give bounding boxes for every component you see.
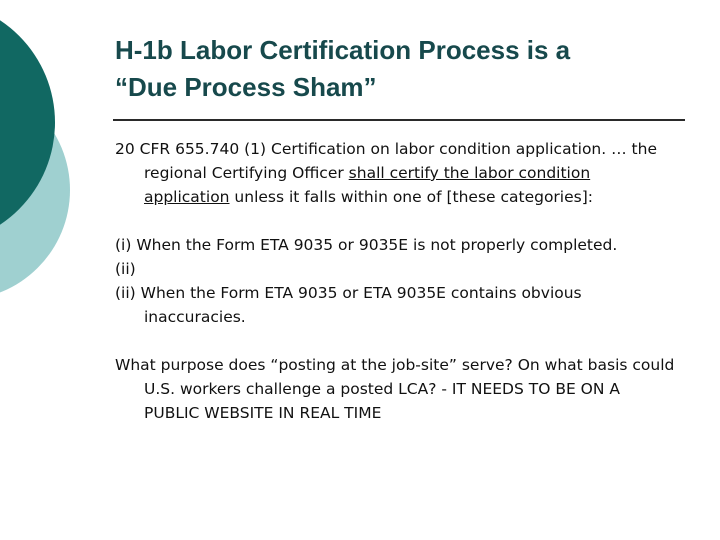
spacer (115, 329, 680, 353)
question-paragraph: What purpose does “posting at the job-site” serve? On what basis could U.S. workers challenge a posted LCA? - IT NEEDS TO BE ON A PUBLIC WEBSITE IN REAL TIME (115, 356, 675, 422)
list-item: (ii) (115, 260, 136, 278)
citation-lead: 20 CFR 655.740 (1) Certification on labor condition application. … the regional Certifying Officer (115, 140, 657, 182)
citation-tail: unless it falls within one of [these categories]: (229, 188, 593, 206)
title-divider (113, 119, 685, 121)
citation-underlined: shall certify the labor condition application (144, 164, 591, 206)
list-item: (i) When the Form ETA 9035 or 9035E is not properly completed. (115, 236, 618, 254)
slide-body (115, 137, 680, 425)
title-line-2: “Due Process Sham” (115, 72, 377, 102)
spacer (115, 209, 680, 233)
list-item: (ii) When the Form ETA 9035 or ETA 9035E contains obvious inaccuracies. (115, 284, 582, 326)
citation-paragraph (115, 137, 680, 209)
slide-title (115, 32, 695, 106)
title-line-1: H-1b Labor Certification Process is a (115, 35, 571, 65)
